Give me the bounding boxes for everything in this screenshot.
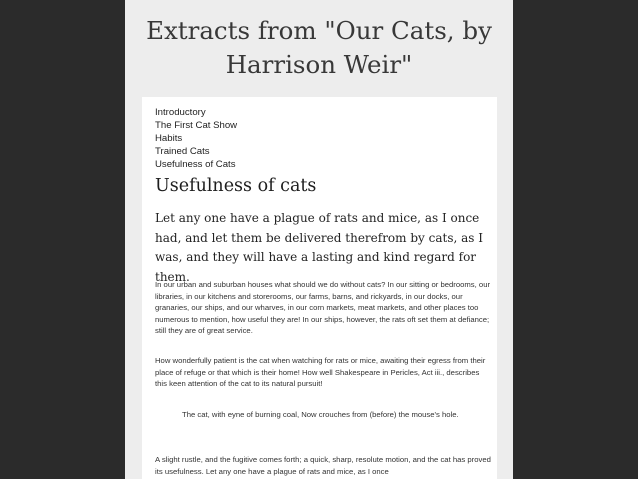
toc-item-usefulness-of-cats[interactable]: Usefulness of Cats bbox=[155, 159, 236, 170]
toc-item-first-cat-show[interactable]: The First Cat Show bbox=[155, 120, 238, 131]
slide-title bbox=[125, 0, 513, 82]
body-paragraph-3: A slight rustle, and the fugitive comes forth; a quick, sharp, resolute motion, and the cat has proved its usefulness. Let any one have a plague of rats and mice, as I once bbox=[155, 455, 491, 476]
slide-title-line-2: Harrison Weir" bbox=[225, 50, 413, 79]
table-of-contents bbox=[155, 106, 237, 171]
section-heading: Usefulness of cats bbox=[155, 176, 317, 196]
slide-title-line-1: Extracts from "Our Cats, by bbox=[146, 16, 492, 45]
body-paragraph-1: In our urban and suburban houses what should we do without cats? In our sitting or bedrooms, our libraries, in our kitchens and storerooms, our farms, barns, and rickyards, in our docks, our granaries, our ships, and our wharves, in our corn markets, meat markets, and other places too numerous to mention, how useful they are! In our ships, however, the rats oft set them at defiance; still they are of great service. bbox=[155, 280, 491, 335]
body-paragraph-2: How wonderfully patient is the cat when watching for rats or mice, awaiting their egress from their place of refuge or that which is their home! How well Shakespeare in Pericles, Act iii., describes this keen attention of the cat to its natural pursuit! bbox=[155, 356, 486, 388]
toc-item-trained-cats[interactable]: Trained Cats bbox=[155, 146, 210, 157]
toc-item-introductory[interactable]: Introductory bbox=[155, 107, 206, 118]
document-page bbox=[142, 97, 497, 479]
block-quote: The cat, with eyne of burning coal, Now crouches from (before) the mouse's hole. bbox=[182, 410, 459, 419]
lead-paragraph: Let any one have a plague of rats and mice, as I once had, and let them be delivered therefrom by cats, as I was, and they will have a lasting and kind regard for them. bbox=[155, 211, 483, 284]
toc-item-habits[interactable]: Habits bbox=[155, 133, 183, 144]
slide bbox=[125, 0, 513, 479]
